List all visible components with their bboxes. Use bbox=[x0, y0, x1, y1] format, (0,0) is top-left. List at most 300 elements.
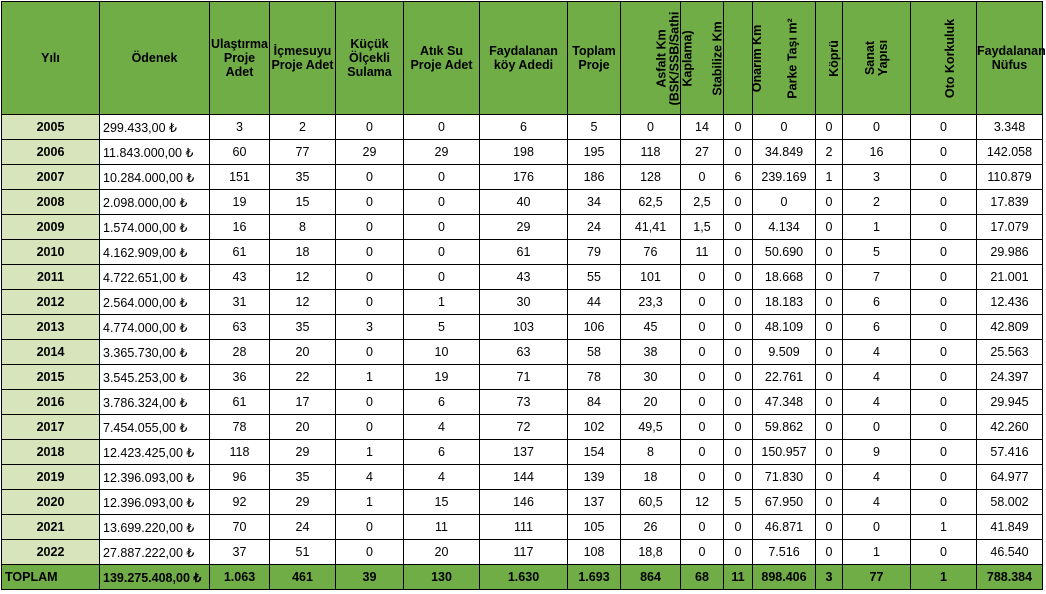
cell-parke-tasi: 0 bbox=[753, 190, 816, 215]
cell-parke-tasi: 18.668 bbox=[753, 265, 816, 290]
cell-oto-korkuluk: 0 bbox=[911, 315, 977, 340]
table-row bbox=[2, 390, 1043, 415]
cell-atik-su: 15 bbox=[404, 490, 480, 515]
cell-parke-tasi: 239.169 bbox=[753, 165, 816, 190]
table-row bbox=[2, 490, 1043, 515]
cell-yil: 2007 bbox=[2, 165, 100, 190]
cell-faydalanan-koy: 176 bbox=[480, 165, 568, 190]
header-onarim-km bbox=[724, 2, 765, 115]
table-row bbox=[2, 165, 1043, 190]
cell-ulastirma: 43 bbox=[210, 265, 270, 290]
cell-faydalanan-koy: 40 bbox=[480, 190, 568, 215]
cell-yil: 2005 bbox=[2, 115, 100, 140]
cell-icmesuyu: 2 bbox=[270, 115, 336, 140]
table-body bbox=[2, 115, 1043, 565]
cell-kucuk-olcekli-sulama: 1 bbox=[336, 365, 404, 390]
cell-kopru: 2 bbox=[816, 140, 843, 165]
cell-onarim-km: 5 bbox=[724, 490, 753, 515]
cell-oto-korkuluk: 0 bbox=[911, 390, 977, 415]
cell-toplam-proje: 79 bbox=[568, 240, 621, 265]
cell-ulastirma: 36 bbox=[210, 365, 270, 390]
cell-icmesuyu: 17 bbox=[270, 390, 336, 415]
cell-odenek: 12.423.425,00 ₺ bbox=[100, 440, 210, 465]
cell-parke-tasi: 67.950 bbox=[753, 490, 816, 515]
cell-oto-korkuluk: 0 bbox=[911, 115, 977, 140]
total-faydalanan-nufus: 788.384 bbox=[977, 565, 1043, 590]
cell-stabilize-km: 0 bbox=[681, 440, 724, 465]
cell-faydalanan-nufus: 42.809 bbox=[977, 315, 1043, 340]
total-sanat-yapisi: 77 bbox=[843, 565, 911, 590]
cell-asfalt-km: 76 bbox=[621, 240, 681, 265]
cell-ulastirma: 96 bbox=[210, 465, 270, 490]
cell-asfalt-km: 128 bbox=[621, 165, 681, 190]
cell-oto-korkuluk: 0 bbox=[911, 440, 977, 465]
cell-atik-su: 20 bbox=[404, 540, 480, 565]
cell-icmesuyu: 29 bbox=[270, 490, 336, 515]
cell-onarim-km: 0 bbox=[724, 140, 753, 165]
table-row bbox=[2, 315, 1043, 340]
total-ulastirma: 1.063 bbox=[210, 565, 270, 590]
header-sanat-yapisi-label: Sanat Yapısı bbox=[862, 39, 890, 77]
cell-ulastirma: 151 bbox=[210, 165, 270, 190]
cell-odenek: 10.284.000,00 ₺ bbox=[100, 165, 210, 190]
cell-asfalt-km: 20 bbox=[621, 390, 681, 415]
cell-atik-su: 10 bbox=[404, 340, 480, 365]
total-label: TOPLAM bbox=[2, 565, 100, 590]
cell-kucuk-olcekli-sulama: 0 bbox=[336, 265, 404, 290]
cell-toplam-proje: 55 bbox=[568, 265, 621, 290]
cell-faydalanan-nufus: 24.397 bbox=[977, 365, 1043, 390]
table-row bbox=[2, 540, 1043, 565]
cell-toplam-proje: 195 bbox=[568, 140, 621, 165]
cell-faydalanan-nufus: 17.079 bbox=[977, 215, 1043, 240]
cell-oto-korkuluk: 0 bbox=[911, 290, 977, 315]
cell-oto-korkuluk: 0 bbox=[911, 415, 977, 440]
cell-stabilize-km: 0 bbox=[681, 290, 724, 315]
cell-atik-su: 4 bbox=[404, 465, 480, 490]
total-row bbox=[2, 565, 1043, 590]
cell-parke-tasi: 48.109 bbox=[753, 315, 816, 340]
cell-onarim-km: 0 bbox=[724, 190, 753, 215]
table-row bbox=[2, 440, 1043, 465]
table-row bbox=[2, 265, 1043, 290]
cell-stabilize-km: 0 bbox=[681, 315, 724, 340]
cell-atik-su: 4 bbox=[404, 415, 480, 440]
cell-stabilize-km: 1,5 bbox=[681, 215, 724, 240]
cell-odenek: 13.699.220,00 ₺ bbox=[100, 515, 210, 540]
header-faydalanan-koy: Faydalanan köy Adedi bbox=[480, 2, 568, 115]
cell-icmesuyu: 20 bbox=[270, 340, 336, 365]
cell-atik-su: 6 bbox=[404, 390, 480, 415]
cell-faydalanan-nufus: 12.436 bbox=[977, 290, 1043, 315]
cell-asfalt-km: 60,5 bbox=[621, 490, 681, 515]
cell-stabilize-km: 0 bbox=[681, 365, 724, 390]
cell-oto-korkuluk: 0 bbox=[911, 240, 977, 265]
cell-yil: 2022 bbox=[2, 540, 100, 565]
cell-sanat-yapisi: 2 bbox=[843, 190, 911, 215]
cell-toplam-proje: 106 bbox=[568, 315, 621, 340]
cell-onarim-km: 0 bbox=[724, 390, 753, 415]
cell-asfalt-km: 0 bbox=[621, 115, 681, 140]
cell-stabilize-km: 2,5 bbox=[681, 190, 724, 215]
header-odenek: Ödenek bbox=[100, 2, 210, 115]
cell-faydalanan-koy: 73 bbox=[480, 390, 568, 415]
cell-ulastirma: 31 bbox=[210, 290, 270, 315]
cell-toplam-proje: 24 bbox=[568, 215, 621, 240]
cell-asfalt-km: 41,41 bbox=[621, 215, 681, 240]
cell-kopru: 0 bbox=[816, 515, 843, 540]
total-oto-korkuluk: 1 bbox=[911, 565, 977, 590]
cell-parke-tasi: 59.862 bbox=[753, 415, 816, 440]
cell-asfalt-km: 45 bbox=[621, 315, 681, 340]
header-ulastirma: Ulaştırma Proje Adet bbox=[210, 2, 270, 115]
cell-faydalanan-nufus: 3.348 bbox=[977, 115, 1043, 140]
cell-kucuk-olcekli-sulama: 0 bbox=[336, 415, 404, 440]
cell-faydalanan-nufus: 142.058 bbox=[977, 140, 1043, 165]
cell-icmesuyu: 8 bbox=[270, 215, 336, 240]
cell-kopru: 0 bbox=[816, 365, 843, 390]
cell-onarim-km: 0 bbox=[724, 240, 753, 265]
total-parke-tasi: 898.406 bbox=[753, 565, 816, 590]
cell-toplam-proje: 5 bbox=[568, 115, 621, 140]
cell-sanat-yapisi: 9 bbox=[843, 440, 911, 465]
cell-faydalanan-koy: 144 bbox=[480, 465, 568, 490]
cell-onarim-km: 0 bbox=[724, 115, 753, 140]
cell-toplam-proje: 34 bbox=[568, 190, 621, 215]
cell-atik-su: 19 bbox=[404, 365, 480, 390]
cell-oto-korkuluk: 1 bbox=[911, 515, 977, 540]
cell-faydalanan-nufus: 64.977 bbox=[977, 465, 1043, 490]
cell-onarim-km: 0 bbox=[724, 540, 753, 565]
cell-stabilize-km: 0 bbox=[681, 515, 724, 540]
cell-toplam-proje: 105 bbox=[568, 515, 621, 540]
cell-ulastirma: 28 bbox=[210, 340, 270, 365]
cell-oto-korkuluk: 0 bbox=[911, 265, 977, 290]
cell-odenek: 2.098.000,00 ₺ bbox=[100, 190, 210, 215]
total-odenek: 139.275.408,00 ₺ bbox=[100, 565, 210, 590]
cell-faydalanan-nufus: 41.849 bbox=[977, 515, 1043, 540]
cell-faydalanan-nufus: 17.839 bbox=[977, 190, 1043, 215]
cell-odenek: 11.843.000,00 ₺ bbox=[100, 140, 210, 165]
total-toplam-proje: 1.693 bbox=[568, 565, 621, 590]
total-atik-su: 130 bbox=[404, 565, 480, 590]
cell-asfalt-km: 49,5 bbox=[621, 415, 681, 440]
cell-stabilize-km: 0 bbox=[681, 390, 724, 415]
cell-toplam-proje: 102 bbox=[568, 415, 621, 440]
cell-sanat-yapisi: 4 bbox=[843, 365, 911, 390]
cell-sanat-yapisi: 3 bbox=[843, 165, 911, 190]
cell-odenek: 3.786.324,00 ₺ bbox=[100, 390, 210, 415]
cell-oto-korkuluk: 0 bbox=[911, 365, 977, 390]
table-row bbox=[2, 190, 1043, 215]
cell-kopru: 0 bbox=[816, 465, 843, 490]
cell-sanat-yapisi: 1 bbox=[843, 540, 911, 565]
cell-ulastirma: 63 bbox=[210, 315, 270, 340]
cell-ulastirma: 78 bbox=[210, 415, 270, 440]
cell-onarim-km: 0 bbox=[724, 215, 753, 240]
cell-stabilize-km: 27 bbox=[681, 140, 724, 165]
cell-ulastirma: 61 bbox=[210, 240, 270, 265]
cell-atik-su: 6 bbox=[404, 440, 480, 465]
cell-oto-korkuluk: 0 bbox=[911, 490, 977, 515]
header-stabilize-km-label: Stabilize Km bbox=[710, 21, 725, 96]
cell-kucuk-olcekli-sulama: 3 bbox=[336, 315, 404, 340]
cell-onarim-km: 6 bbox=[724, 165, 753, 190]
cell-ulastirma: 60 bbox=[210, 140, 270, 165]
cell-ulastirma: 3 bbox=[210, 115, 270, 140]
cell-sanat-yapisi: 5 bbox=[843, 240, 911, 265]
cell-parke-tasi: 150.957 bbox=[753, 440, 816, 465]
cell-icmesuyu: 35 bbox=[270, 315, 336, 340]
cell-yil: 2020 bbox=[2, 490, 100, 515]
cell-kucuk-olcekli-sulama: 0 bbox=[336, 165, 404, 190]
total-kucuk-olcekli-sulama: 39 bbox=[336, 565, 404, 590]
cell-onarim-km: 0 bbox=[724, 440, 753, 465]
header-kopru-label: Köprü bbox=[826, 40, 841, 77]
total-onarim-km: 11 bbox=[724, 565, 753, 590]
cell-faydalanan-koy: 29 bbox=[480, 215, 568, 240]
cell-sanat-yapisi: 4 bbox=[843, 340, 911, 365]
cell-kopru: 0 bbox=[816, 265, 843, 290]
cell-oto-korkuluk: 0 bbox=[911, 190, 977, 215]
cell-atik-su: 0 bbox=[404, 115, 480, 140]
table-row bbox=[2, 240, 1043, 265]
cell-sanat-yapisi: 16 bbox=[843, 140, 911, 165]
cell-ulastirma: 16 bbox=[210, 215, 270, 240]
header-row bbox=[2, 2, 1043, 115]
table-row bbox=[2, 365, 1043, 390]
cell-parke-tasi: 7.516 bbox=[753, 540, 816, 565]
cell-yil: 2006 bbox=[2, 140, 100, 165]
total-asfalt-km: 864 bbox=[621, 565, 681, 590]
cell-ulastirma: 118 bbox=[210, 440, 270, 465]
cell-yil: 2021 bbox=[2, 515, 100, 540]
cell-odenek: 299.433,00 ₺ bbox=[100, 115, 210, 140]
cell-parke-tasi: 47.348 bbox=[753, 390, 816, 415]
cell-kopru: 0 bbox=[816, 440, 843, 465]
cell-odenek: 4.774.000,00 ₺ bbox=[100, 315, 210, 340]
table-row bbox=[2, 290, 1043, 315]
cell-kopru: 0 bbox=[816, 290, 843, 315]
cell-faydalanan-nufus: 29.945 bbox=[977, 390, 1043, 415]
cell-faydalanan-koy: 111 bbox=[480, 515, 568, 540]
cell-odenek: 4.722.651,00 ₺ bbox=[100, 265, 210, 290]
cell-stabilize-km: 0 bbox=[681, 465, 724, 490]
cell-yil: 2009 bbox=[2, 215, 100, 240]
cell-yil: 2014 bbox=[2, 340, 100, 365]
cell-atik-su: 1 bbox=[404, 290, 480, 315]
table-row bbox=[2, 115, 1043, 140]
cell-kopru: 0 bbox=[816, 215, 843, 240]
cell-atik-su: 0 bbox=[404, 215, 480, 240]
cell-faydalanan-koy: 117 bbox=[480, 540, 568, 565]
cell-toplam-proje: 84 bbox=[568, 390, 621, 415]
header-atik-su: Atık Su Proje Adet bbox=[404, 2, 480, 115]
cell-kucuk-olcekli-sulama: 0 bbox=[336, 215, 404, 240]
cell-icmesuyu: 18 bbox=[270, 240, 336, 265]
table-row bbox=[2, 515, 1043, 540]
header-asfalt-km-label: Asfalt Km (BSK/SSB/Sathi Kaplama) bbox=[654, 11, 695, 105]
cell-yil: 2008 bbox=[2, 190, 100, 215]
cell-oto-korkuluk: 0 bbox=[911, 465, 977, 490]
header-oto-korkuluk-label: Oto Korkuluk bbox=[943, 18, 958, 99]
cell-oto-korkuluk: 0 bbox=[911, 340, 977, 365]
cell-oto-korkuluk: 0 bbox=[911, 165, 977, 190]
cell-kucuk-olcekli-sulama: 1 bbox=[336, 490, 404, 515]
cell-yil: 2012 bbox=[2, 290, 100, 315]
cell-parke-tasi: 71.830 bbox=[753, 465, 816, 490]
cell-faydalanan-koy: 63 bbox=[480, 340, 568, 365]
header-parke-tasi-label: Parke Taşı m² bbox=[785, 18, 800, 99]
cell-stabilize-km: 12 bbox=[681, 490, 724, 515]
cell-yil: 2010 bbox=[2, 240, 100, 265]
cell-faydalanan-nufus: 25.563 bbox=[977, 340, 1043, 365]
cell-icmesuyu: 15 bbox=[270, 190, 336, 215]
cell-ulastirma: 19 bbox=[210, 190, 270, 215]
cell-ulastirma: 92 bbox=[210, 490, 270, 515]
header-kucuk-olcekli-sulama: Küçük Ölçekli Sulama bbox=[336, 2, 404, 115]
cell-faydalanan-koy: 103 bbox=[480, 315, 568, 340]
header-sanat-yapisi bbox=[843, 2, 911, 115]
cell-kopru: 0 bbox=[816, 415, 843, 440]
cell-faydalanan-koy: 71 bbox=[480, 365, 568, 390]
cell-asfalt-km: 8 bbox=[621, 440, 681, 465]
cell-faydalanan-nufus: 110.879 bbox=[977, 165, 1043, 190]
cell-parke-tasi: 46.871 bbox=[753, 515, 816, 540]
cell-sanat-yapisi: 4 bbox=[843, 465, 911, 490]
cell-kucuk-olcekli-sulama: 0 bbox=[336, 540, 404, 565]
header-onarim-km-label: Onarım Km bbox=[750, 24, 765, 93]
cell-faydalanan-koy: 61 bbox=[480, 240, 568, 265]
cell-onarim-km: 0 bbox=[724, 265, 753, 290]
cell-toplam-proje: 186 bbox=[568, 165, 621, 190]
cell-faydalanan-koy: 198 bbox=[480, 140, 568, 165]
cell-yil: 2018 bbox=[2, 440, 100, 465]
cell-parke-tasi: 50.690 bbox=[753, 240, 816, 265]
cell-sanat-yapisi: 7 bbox=[843, 265, 911, 290]
cell-onarim-km: 0 bbox=[724, 465, 753, 490]
cell-onarim-km: 0 bbox=[724, 365, 753, 390]
cell-icmesuyu: 12 bbox=[270, 265, 336, 290]
cell-onarim-km: 0 bbox=[724, 290, 753, 315]
cell-odenek: 12.396.093,00 ₺ bbox=[100, 490, 210, 515]
cell-faydalanan-nufus: 58.002 bbox=[977, 490, 1043, 515]
cell-odenek: 7.454.055,00 ₺ bbox=[100, 415, 210, 440]
cell-kucuk-olcekli-sulama: 0 bbox=[336, 290, 404, 315]
cell-asfalt-km: 38 bbox=[621, 340, 681, 365]
cell-atik-su: 0 bbox=[404, 190, 480, 215]
cell-toplam-proje: 58 bbox=[568, 340, 621, 365]
cell-stabilize-km: 11 bbox=[681, 240, 724, 265]
cell-icmesuyu: 51 bbox=[270, 540, 336, 565]
cell-sanat-yapisi: 6 bbox=[843, 290, 911, 315]
cell-faydalanan-koy: 72 bbox=[480, 415, 568, 440]
cell-onarim-km: 0 bbox=[724, 315, 753, 340]
cell-icmesuyu: 77 bbox=[270, 140, 336, 165]
cell-yil: 2013 bbox=[2, 315, 100, 340]
cell-stabilize-km: 0 bbox=[681, 415, 724, 440]
cell-faydalanan-nufus: 29.986 bbox=[977, 240, 1043, 265]
cell-odenek: 3.545.253,00 ₺ bbox=[100, 365, 210, 390]
cell-odenek: 2.564.000,00 ₺ bbox=[100, 290, 210, 315]
cell-kucuk-olcekli-sulama: 0 bbox=[336, 515, 404, 540]
cell-atik-su: 29 bbox=[404, 140, 480, 165]
cell-ulastirma: 61 bbox=[210, 390, 270, 415]
cell-atik-su: 5 bbox=[404, 315, 480, 340]
table-row bbox=[2, 140, 1043, 165]
cell-kucuk-olcekli-sulama: 0 bbox=[336, 115, 404, 140]
cell-oto-korkuluk: 0 bbox=[911, 140, 977, 165]
cell-odenek: 12.396.093,00 ₺ bbox=[100, 465, 210, 490]
cell-asfalt-km: 18,8 bbox=[621, 540, 681, 565]
cell-asfalt-km: 26 bbox=[621, 515, 681, 540]
cell-onarim-km: 0 bbox=[724, 515, 753, 540]
cell-parke-tasi: 4.134 bbox=[753, 215, 816, 240]
header-asfalt-km bbox=[621, 2, 695, 115]
cell-yil: 2011 bbox=[2, 265, 100, 290]
cell-icmesuyu: 35 bbox=[270, 165, 336, 190]
cell-kopru: 0 bbox=[816, 390, 843, 415]
header-icmesuyu: İçmesuyu Proje Adet bbox=[270, 2, 336, 115]
cell-sanat-yapisi: 0 bbox=[843, 115, 911, 140]
cell-faydalanan-koy: 30 bbox=[480, 290, 568, 315]
cell-faydalanan-nufus: 46.540 bbox=[977, 540, 1043, 565]
total-kopru: 3 bbox=[816, 565, 843, 590]
table-row bbox=[2, 340, 1043, 365]
cell-parke-tasi: 34.849 bbox=[753, 140, 816, 165]
table-row bbox=[2, 465, 1043, 490]
cell-kopru: 0 bbox=[816, 315, 843, 340]
cell-asfalt-km: 30 bbox=[621, 365, 681, 390]
cell-ulastirma: 70 bbox=[210, 515, 270, 540]
cell-odenek: 1.574.000,00 ₺ bbox=[100, 215, 210, 240]
cell-kucuk-olcekli-sulama: 0 bbox=[336, 340, 404, 365]
cell-atik-su: 0 bbox=[404, 265, 480, 290]
cell-faydalanan-koy: 6 bbox=[480, 115, 568, 140]
project-summary-table bbox=[1, 1, 1046, 590]
cell-stabilize-km: 0 bbox=[681, 165, 724, 190]
cell-toplam-proje: 108 bbox=[568, 540, 621, 565]
cell-odenek: 27.887.222,00 ₺ bbox=[100, 540, 210, 565]
cell-faydalanan-koy: 43 bbox=[480, 265, 568, 290]
cell-parke-tasi: 0 bbox=[753, 115, 816, 140]
cell-onarim-km: 0 bbox=[724, 340, 753, 365]
cell-yil: 2019 bbox=[2, 465, 100, 490]
cell-kucuk-olcekli-sulama: 0 bbox=[336, 240, 404, 265]
cell-toplam-proje: 44 bbox=[568, 290, 621, 315]
header-toplam-proje: Toplam Proje bbox=[568, 2, 621, 115]
cell-kucuk-olcekli-sulama: 0 bbox=[336, 190, 404, 215]
table-row bbox=[2, 415, 1043, 440]
cell-sanat-yapisi: 4 bbox=[843, 390, 911, 415]
cell-atik-su: 0 bbox=[404, 240, 480, 265]
cell-atik-su: 11 bbox=[404, 515, 480, 540]
cell-asfalt-km: 18 bbox=[621, 465, 681, 490]
table-row bbox=[2, 215, 1043, 240]
total-stabilize-km: 68 bbox=[681, 565, 724, 590]
cell-toplam-proje: 139 bbox=[568, 465, 621, 490]
cell-yil: 2017 bbox=[2, 415, 100, 440]
cell-icmesuyu: 29 bbox=[270, 440, 336, 465]
cell-toplam-proje: 78 bbox=[568, 365, 621, 390]
cell-sanat-yapisi: 0 bbox=[843, 515, 911, 540]
cell-sanat-yapisi: 0 bbox=[843, 415, 911, 440]
cell-icmesuyu: 12 bbox=[270, 290, 336, 315]
cell-sanat-yapisi: 1 bbox=[843, 215, 911, 240]
cell-yil: 2015 bbox=[2, 365, 100, 390]
cell-toplam-proje: 154 bbox=[568, 440, 621, 465]
cell-asfalt-km: 23,3 bbox=[621, 290, 681, 315]
